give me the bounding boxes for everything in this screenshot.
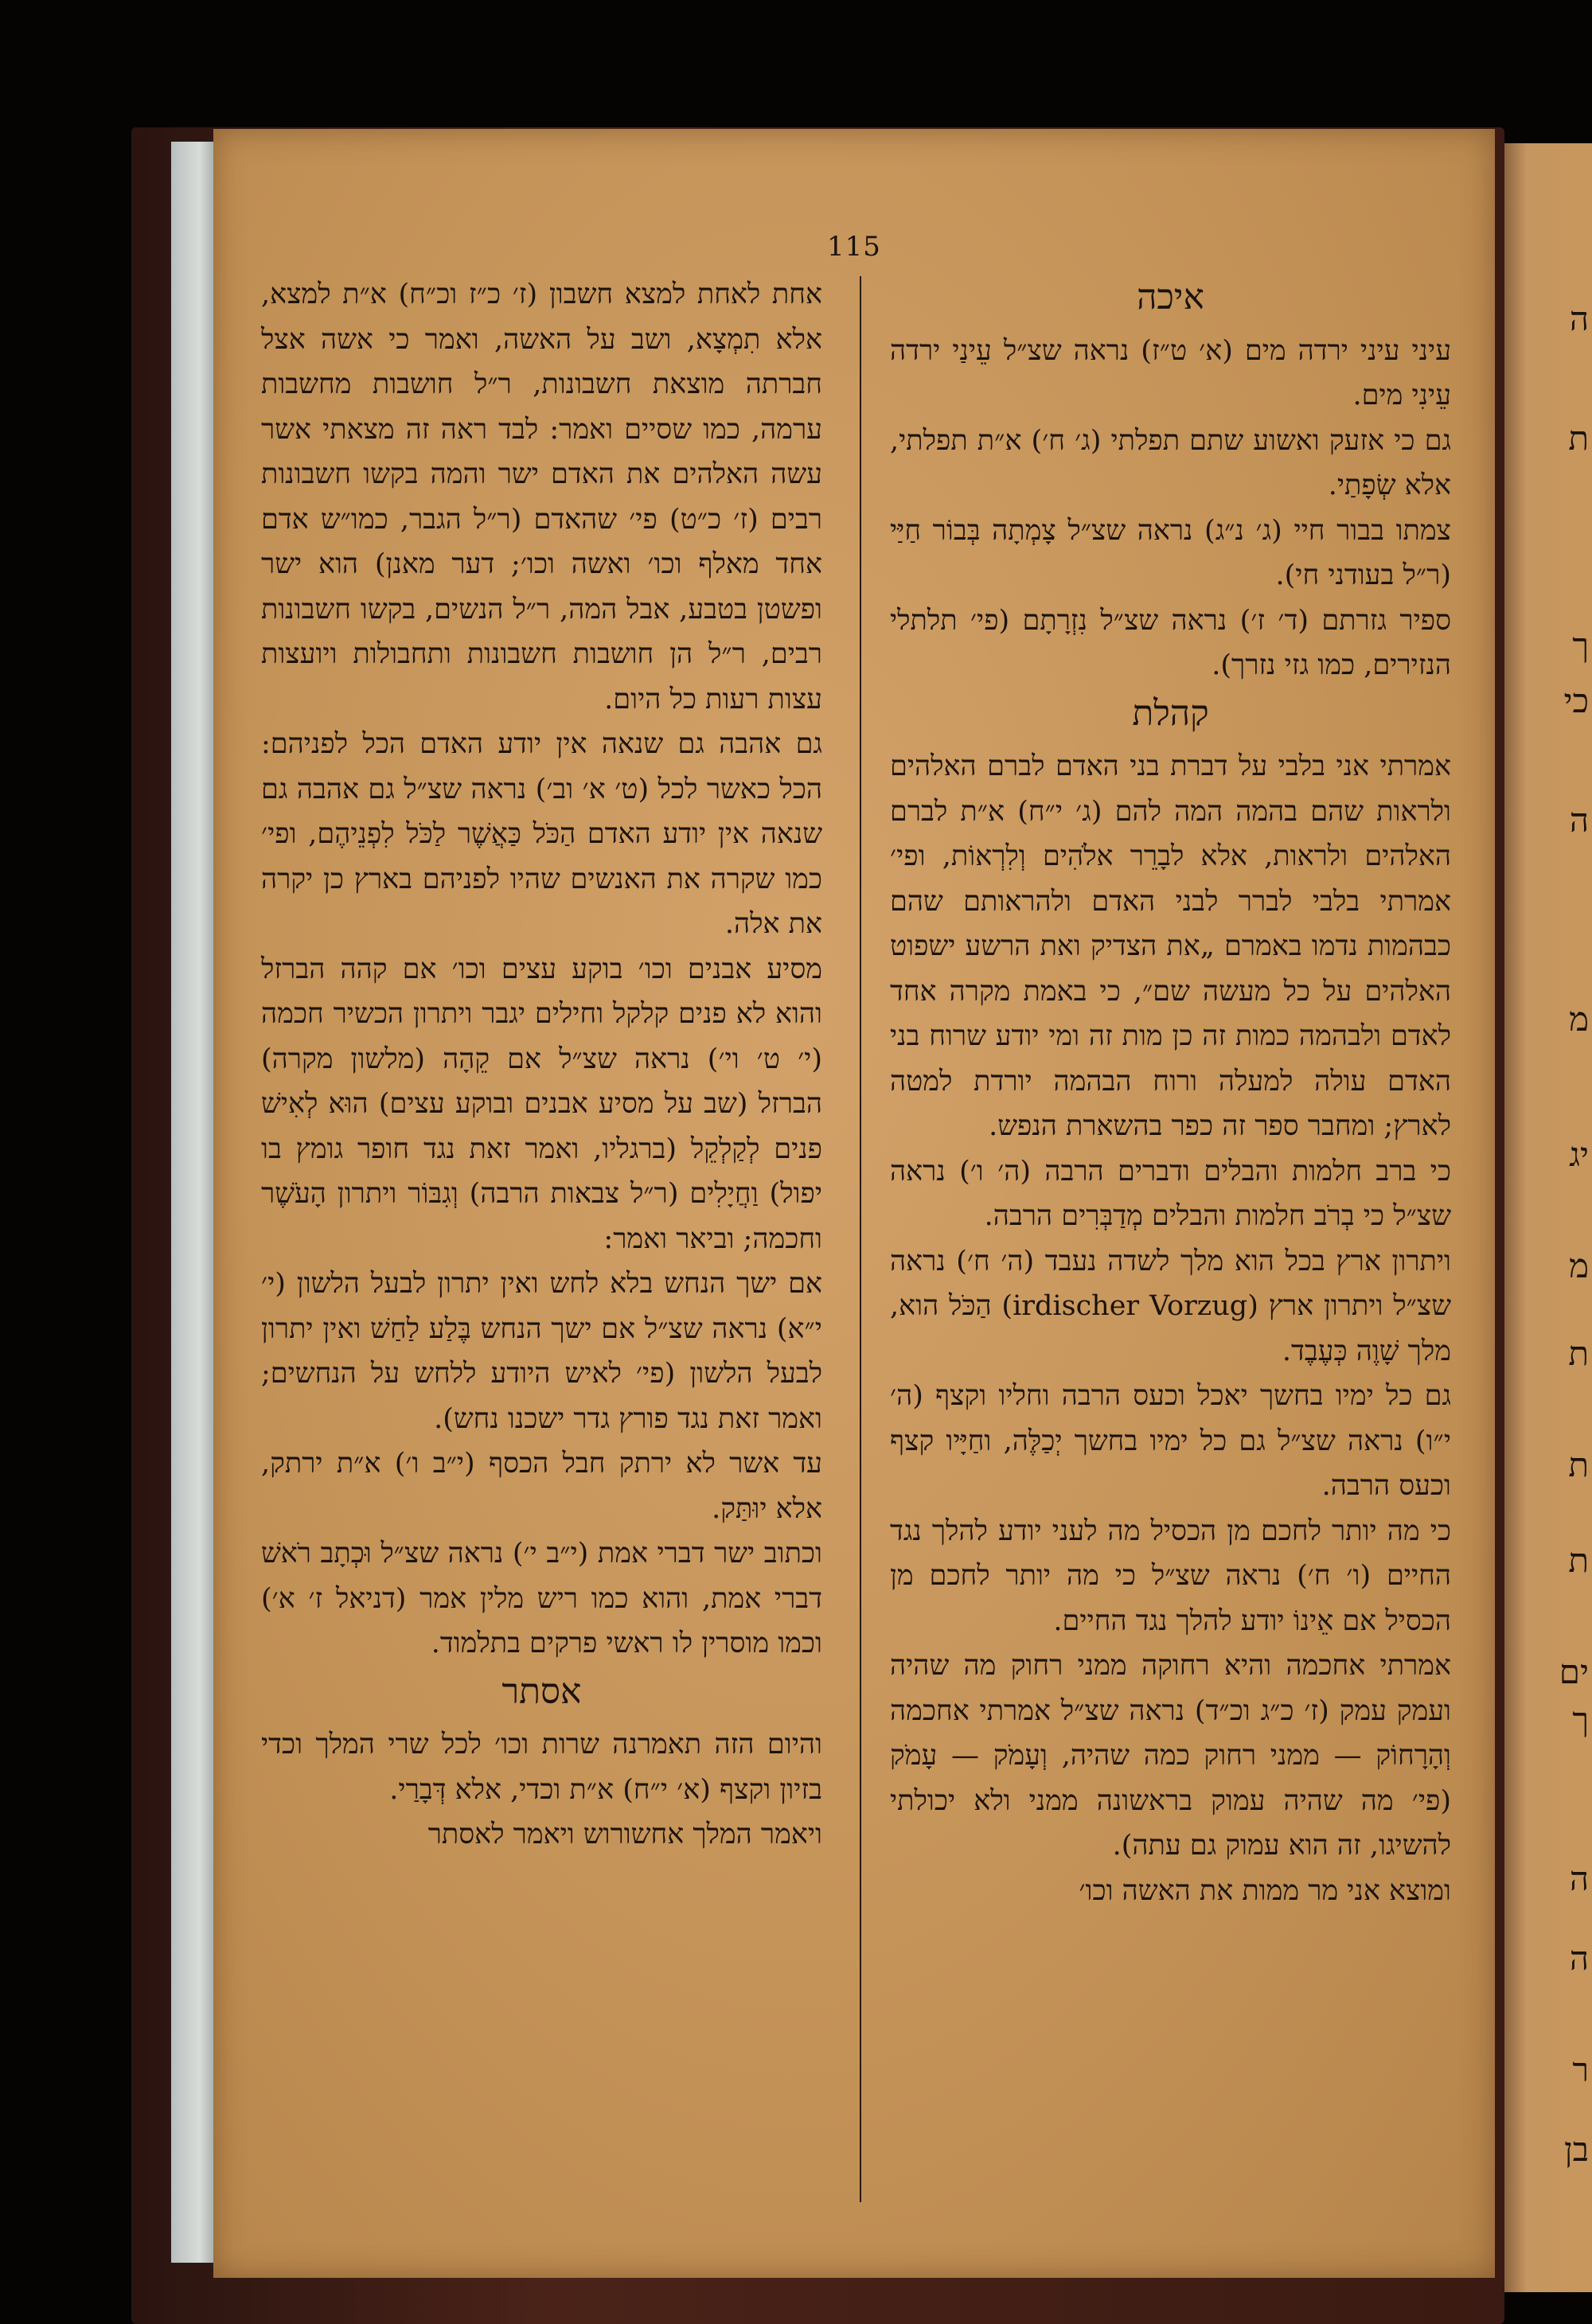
text-paragraph: ספיר גזרתם (ד׳ ז׳) נראה שצ״ל נִזְרָתָם (פי׳ תלתלי הנזירים, כמו גזי נזרך). [890,604,1451,681]
next-page-fragment: ת [1568,419,1589,458]
text-paragraph: גם כי אזעק ואשוע שתם תפלתי (ג׳ ח׳) א״ת תפלתי, אלא שְׂפָתַי. [890,424,1451,501]
next-page-fragment: ת [1568,1541,1589,1580]
next-page-fragment: ה [1569,1859,1589,1898]
text-paragraph: אמרתי אחכמה והיא רחוקה ממני רחוק מה שהיה ועמק עמק (ז׳ כ״ג וכ״ד) נראה שצ״ל אמרתי אחכמה וְהָרָחוֹק — ממני רחוק כמה שהיה, וְעָמֹק — עָמֹק (פי׳ מה שהיה עמוק בראשונה ממני ולא יכולתי להשיגו, זה הוא עמוק גם עתה). [890,1650,1451,1862]
next-page-fragment: ר [1572,2050,1589,2089]
text-paragraph: אמרתי אני בלבי על דברת בני האדם לברם האלהים ולראות שהם בהמה המה להם (ג׳ י״ח) א״ת לברם האלהים ולראות, אלא לבָרֵר אלֹהִים וְלִרְאוֹת, ופי׳ אמרתי בלבי לברר לבני האדם ולהראותם שהם כבהמות נדמו באמרם „את הצדיק ואת הרשע ישפוט האלהים על כל מעשה שם״, כי באמת מקרה אחד לאדם ולבהמה כמות זה כן מות זה ומי יודע שרוח בני האדם עולה למעלה ורוח הבהמה יורדת למטה לארץ; ומחבר ספר זה כפר בהשארת הנפש. [890,751,1451,1142]
section-heading-esther: אסתר [501,1671,582,1712]
left-column [261,272,822,1858]
next-page-fragment: ה [1569,1939,1589,1978]
section-heading-eicha: איכה [1137,277,1204,318]
next-page-fragment: מ [1569,1246,1589,1285]
next-page-fragment: ה [1569,801,1589,840]
text-paragraph: ויאמר המלך אחשורוש ויאמר לאסתר [427,1819,822,1850]
right-column [890,272,1451,1913]
next-page-edge [1504,143,1592,2292]
text-paragraph: עיני עיני ירדה מים (א׳ ט״ז) נראה שצ״ל עֵינַי ירדה עֵינִי מים. [890,334,1451,411]
text-paragraph: וכתוב ישר דברי אמת (י״ב י׳) נראה שצ״ל וּכְתָב רֹאשׁ דברי אמת, והוא כמו ריש מלין אמר (דניאל ז׳ א׳) וכמו מוסרין לו ראשי פרקים בתלמוד. [261,1538,822,1659]
text-paragraph: מסיע אבנים וכו׳ בוקע עצים וכו׳ אם קהה הברזל והוא לא פנים קלקל וחילים יגבר ויתרון הכשיר חכמה (י׳ ט׳ וי׳) נראה שצ״ל אם קֵהָה (מלשון מקרה) הברזל (שב על מסיע אבנים ובוקע עצים) הוּא לְאִישׁ פנים לְקַלְקֵל (ברגליו, ואמר זאת נגד חופר גומץ בו יפול) וַחֲיָלִים (ר״ל צבאות הרבה) וְגִבּוֹר ויתרון הָעֹשֶׁר וחכמה; וביאר ואמר: [261,953,822,1255]
text-paragraph: והיום הזה תאמרנה שרות וכו׳ לכל שרי המלך וכדי בזיון וקצף (א׳ י״ח) א״ת וכדי, אלא דְּבָרַי. [261,1729,822,1806]
text-paragraph: כי מה יותר לחכם מן הכסיל מה לעני יודע להלך נגד החיים (ו׳ ח׳) נראה שצ״ל כי מה יותר לחכם מן הכסיל אם אֵינוֹ יודע להלך נגד החיים. [890,1515,1451,1637]
next-page-fragment: בן [1564,2130,1589,2169]
text-paragraph: צמתו בבור חיי (ג׳ נ״ג) נראה שצ״ל צָמְתָה בְּבוֹר חַיַּי (ר״ל בעודני חי). [890,514,1451,591]
page-edge [171,142,219,2263]
text-paragraph: אחת לאחת למצא חשבון (ז׳ כ״ז וכ״ח) א״ת למצא, אלא תִמְצָא, ושב על האשה, ואמר כי אשה אצל חברתה מוצאת חשבונות, ר״ל חושבות מחשבות ערמה, כמו שסיים ואמר: לבד ראה זה מצאתי אשר עשה האלהים את האדם ישר והמה בקשו חשבונות רבים (ז׳ כ״ט) פי׳ שהאדם (ר״ל הגבר, כמו״ש אדם אחד מאלף וכו׳ ואשה וכו׳; דער מאנן) הוא ישר ופשטן בטבע, אבל המה, ר״ל הנשים, בקשו חשבונות רבים, ר״ל הן חושבות חשבונות ותחבולות ויועצות עצות רעות כל היום. [261,279,822,716]
text-paragraph: ויתרון ארץ בכל הוא מלך לשדה נעבד (ה׳ ח׳) נראה שצ״ל ויתרון ארץ (irdischer Vorzug) הַכֹּל הוא, מלך שָׁוֶה כְּעֶבֶד. [890,1245,1452,1367]
next-page-fragment: ים [1559,1652,1589,1691]
page-number: 115 [827,231,881,263]
next-page-fragment: ת [1568,1445,1589,1484]
next-page-fragment: ת [1568,1334,1589,1373]
text-paragraph: ומוצא אני מר ממות את האשה וכו׳ [1079,1874,1451,1907]
text-paragraph: עד אשר לא ירתק חבל הכסף (י״ב ו׳) א״ת ירתק, אלא יוּתַּק. [261,1448,822,1525]
book-page [213,129,1495,2278]
text-paragraph: אם ישך הנחש בלא לחש ואין יתרון לבעל הלשון (י׳ י״א) נראה שצ״ל אם ישך הנחש בֶּלַע לַחַשׁ ואין יתרון לבעל הלשון (פי׳ לאיש היודע ללחש על הנחשים; ואמר זאת נגד פורץ גדר ישכנו נחש). [261,1268,822,1435]
next-page-fragment: יג [1569,1135,1589,1174]
next-page-fragment: ך [1572,626,1589,665]
next-page-fragment: ך [1572,1700,1589,1739]
section-heading-kohelet: קהלת [1132,692,1209,734]
column-divider [860,276,861,2202]
next-page-fragment: כי [1563,681,1589,720]
text-paragraph: גם כל ימיו בחשך יאכל וכעס הרבה וחליו וקצף (ה׳ י״ו) נראה שצ״ל גם כל ימיו בחשך יְכַלֶּה, וחַיָּיו קצף וכעס הרבה. [890,1380,1451,1502]
next-page-fragment: ה [1569,299,1589,338]
text-paragraph: כי ברב חלמות והבלים ודברים הרבה (ה׳ ו׳) נראה שצ״ל כי בְרֹב חלמות והבלים מְדַבְּרִים הרבה. [890,1155,1451,1232]
text-paragraph: גם אהבה גם שנאה אין יודע האדם הכל לפניהם: הכל כאשר לכל (ט׳ א׳ וב׳) נראה שצ״ל גם אהבה גם שנאה אין יודע האדם הַכֹּל כַּאֲשֶׁר לַכֹּל לִפְנֵיהֶם, ופי׳ כמו שקרה את האנשים שהיו לפניהם בארץ כן יקרה את אלה. [261,728,822,940]
next-page-fragment: מ [1569,1000,1589,1039]
